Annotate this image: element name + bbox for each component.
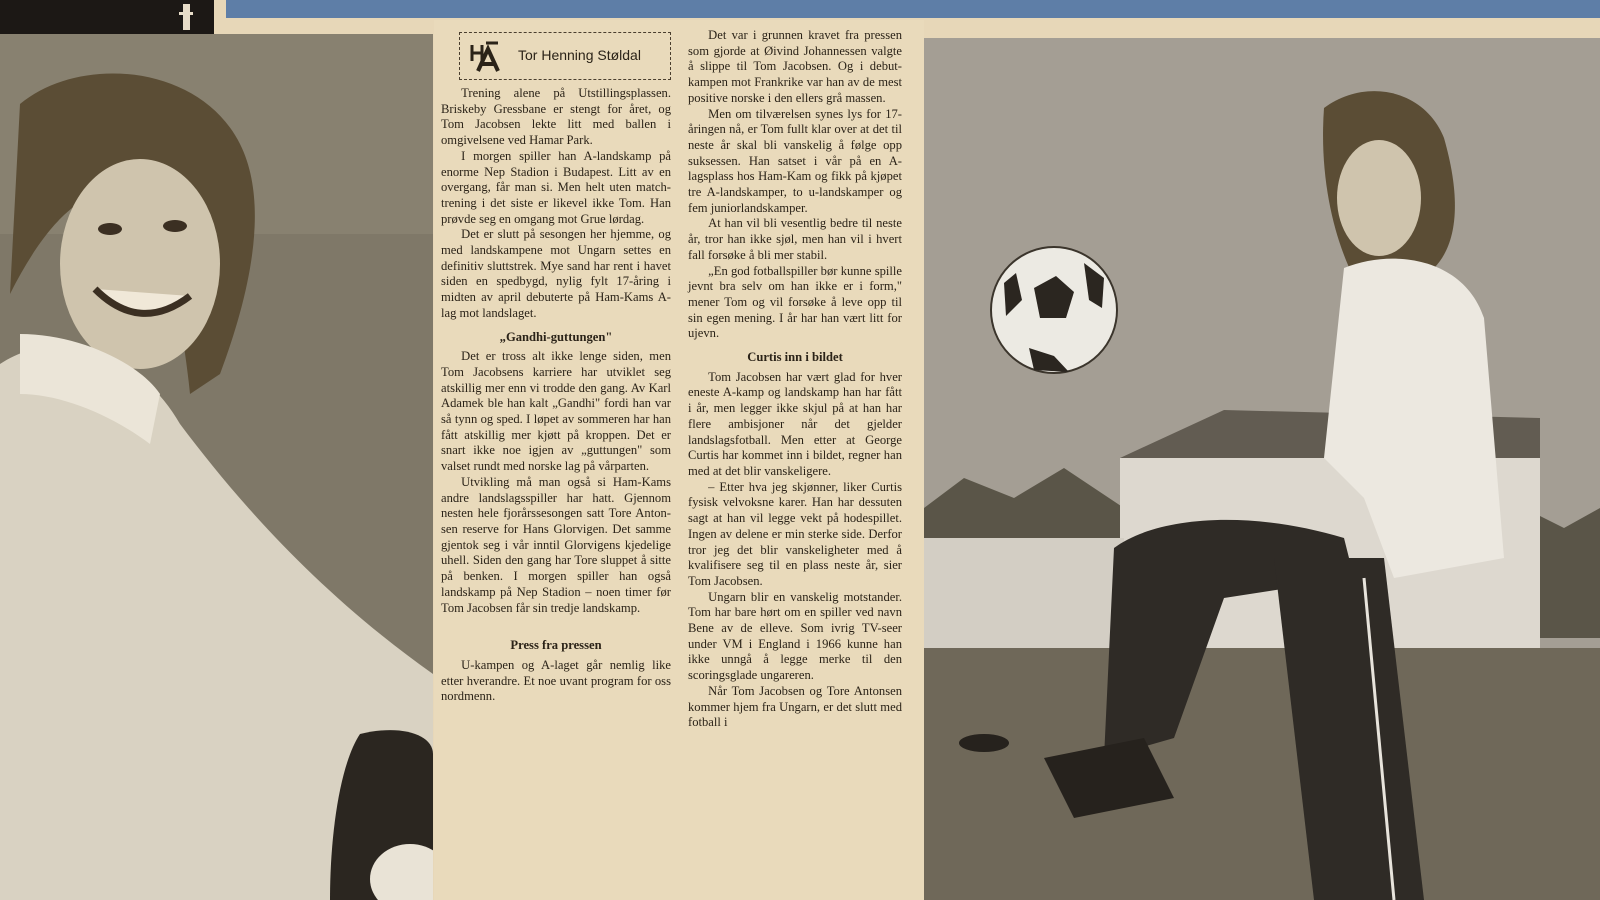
paragraph: Men om tilværelsen synes lys for 17-åringen nå, er Tom fullt klar over at det til neste år skal bli vanskelig å følge opp suksessen. Han satset i vår på en A-lagsplass hos Ham-Kam og fikk på kjøpet tre A-landskamper, to u-landskamper og fem juniorlandskamper. [688, 106, 902, 215]
paragraph: At han vil bli vesentlig bedre til neste år, tror han ikke sjøl, men han vil i hvert fall forsøke å bli mer stabil. [688, 216, 902, 262]
newspaper-logo-icon [468, 39, 502, 73]
corner-header-block [0, 0, 214, 34]
subheading: „Gandhi-guttungen" [499, 329, 613, 344]
paragraph: – Etter hva jeg skjønner, liker Curtis fysisk velvoksne karer. Han har dessuten sagt at han vil legge vekt på hodespillet. Ingen av delene er min sterke side. Derfor tror jeg det blir vanskeligheter med å kvalifisere seg til en plass neste år, sier Tom Jacobsen. [688, 479, 902, 588]
paragraph: Trening alene på Utstillingsplassen. Briskeby Gressbane er stengt for året, og Tom Jacobsen lekte litt med ballen i omgivelsene ved Hamar Park. [441, 86, 671, 148]
paragraph: U-kampen og A-laget går nemlig like etter hverandre. Et noe uvant program for oss nordmenn. [441, 657, 671, 704]
paragraph: Utvikling må man også si Ham-Kams andre landslagsspiller har hatt. Gjennom nesten hele fjorårssesongen satt Tore Antonsen reserve for Hans Glorvigen. Det samme gjentok seg i vår inntil Glorvigens kjedelige uhell. Siden den gang har Tore sluppet å sitte på benken. I morgen spiller han også landskamp på Nep Stadion – noen timer før Tom Jacobsen får sin tredje landskamp. [441, 474, 671, 615]
byline-box [459, 32, 671, 80]
article-column-1 [441, 86, 671, 705]
paragraph: Det var i grunnen kravet fra pressen som gjorde at Øivind Johannessen valgte å slippe til Tom Jacobsen. Og i debutkampen mot Frankrike var han av de mest positive norske i den ellers grå massen. [688, 28, 902, 105]
paragraph: Det er slutt på sesongen her hjemme, og med landskampene mot Ungarn settes en definitiv sluttstrek. Mye sand har rent i havet siden en spedbygd, nylig fylt 17-åring i midten av april debuterte på Ham-Kams A-lag mot landslaget. [441, 227, 671, 320]
photo-player-juggling [924, 38, 1600, 900]
paragraph: Ungarn blir en vanskelig motstander. Tom har bare hørt om en spiller ved navn Bene av de elleve. Som ivrig TV-seer under VM i England i 1966 kunne han ikke unngå å legge merke til den scoringsglade ungareren. [688, 589, 902, 683]
paragraph: Det er tross alt ikke lenge siden, men Tom Jacobsens karriere har utviklet seg atskillig mer enn vi trodde den gang. Av Karl Adamek ble han kalt „Gandhi" fordi han var så tynn og sped. I løpet av sommeren har han fått atskillig mer kjøtt på kroppen. Det er snart ikke noe igjen av „guttungen" som valset rundt med norske lag på vårparten. [441, 349, 671, 474]
byline-author: Tor Henning Støldal [518, 47, 641, 63]
article-column-2 [688, 28, 902, 731]
top-color-band [226, 0, 1600, 18]
paragraph: Tom Jacobsen har vært glad for hver eneste A-kamp og landskamp han har fått i år, men legger ikke skjul på at han har flere ambisjoner når det gjelder landslagsfotball. Men etter at George Curtis har kommet inn i bildet, regner han med at det blir vanskeligere. [688, 369, 902, 478]
paragraph: I morgen spiller han A-landskamp på enorme Nep Stadion i Budapest. Litt av en overgang, får man si. Men helt uten matchtrening i det siste er likevel ikke Tom. Han prøvde seg en omgang mot Grue lørdag. [441, 148, 671, 226]
paragraph: Når Tom Jacobsen og Tore Antonsen kommer hjem fra Ungarn, er det slutt med fotball i [688, 683, 902, 730]
subheading: Press fra pressen [510, 638, 602, 653]
subheading: Curtis inn i bildet [747, 350, 843, 365]
paragraph: „En god fotballspiller bør kunne spille jevnt bra selv om han ikke er i form," mener Tom og vil forsøke å leve opp til sin egen mening. I år har han vært litt for ujevn. [688, 263, 902, 341]
photo-player-portrait [0, 34, 433, 900]
corner-glyph [183, 4, 190, 30]
